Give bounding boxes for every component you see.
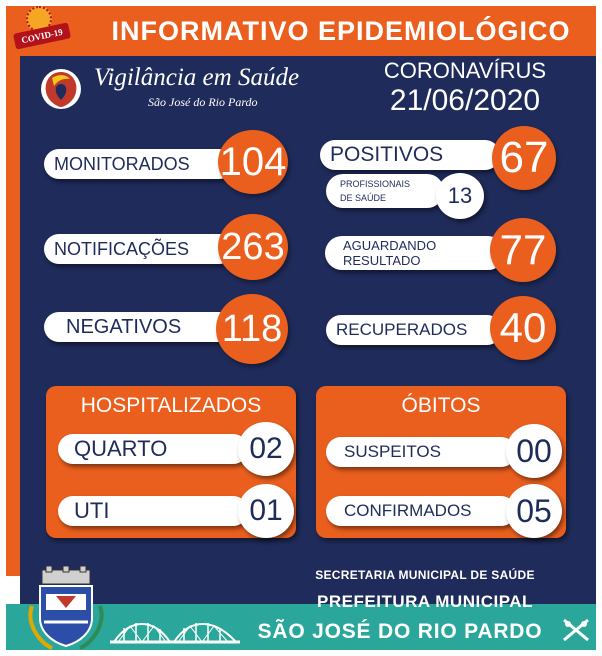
notificacoes-pill — [44, 234, 234, 264]
profissionais-label-line2: DE SAÚDE — [340, 193, 387, 203]
hospitalizados-title: HOSPITALIZADOS — [80, 394, 262, 417]
bridge-icon — [110, 612, 240, 648]
covid-badge-label: COVID-19 — [13, 22, 71, 49]
profissionais-label-line1: PROFISSIONAIS — [340, 179, 411, 189]
quarto-label: QUARTO — [74, 436, 168, 461]
negativos-value: 118 — [216, 294, 288, 364]
aguardando-label-line1: AGUARDANDO — [343, 238, 437, 253]
page-title: INFORMATIVO EPIDEMIOLÓGICO — [111, 16, 571, 46]
footer-secretaria: SECRETARIA MUNICIPAL DE SAÚDE — [315, 568, 535, 582]
recuperados-pill — [326, 315, 502, 345]
monitorados-label: MONITORADOS — [54, 153, 190, 174]
covid-badge-icon — [8, 4, 72, 50]
monitorados-pill — [44, 149, 234, 179]
suspeitos-value: 00 — [506, 424, 562, 478]
quarto-pill — [58, 434, 248, 464]
vigilancia-logo — [38, 62, 328, 120]
monitorados-value: 104 — [218, 130, 288, 194]
positivos-pill — [320, 140, 500, 170]
recuperados-value: 40 — [490, 296, 556, 360]
brand-title: Vigilância em Saúde — [94, 64, 300, 91]
positivos-label: POSITIVOS — [330, 143, 444, 166]
uti-value: 01 — [238, 484, 294, 538]
uti-label: UTI — [74, 498, 110, 523]
notificacoes-label: NOTIFICAÇÕES — [54, 238, 190, 259]
fish-icon — [560, 616, 592, 644]
uti-pill — [58, 496, 248, 526]
aguardando-label-line2: RESULTADO — [343, 253, 421, 268]
recuperados-label: RECUPERADOS — [336, 320, 468, 339]
confirmados-label: CONFIRMADOS — [344, 501, 472, 520]
suspeitos-label: SUSPEITOS — [344, 442, 441, 461]
profissionais-pill — [326, 174, 444, 208]
municipal-crest-icon — [22, 566, 110, 654]
quarto-value: 02 — [238, 422, 294, 476]
footer-prefeitura: PREFEITURA MUNICIPAL — [317, 592, 533, 611]
brand-subtitle: São José do Rio Pardo — [148, 95, 258, 109]
negativos-pill — [44, 312, 234, 342]
positivos-value: 67 — [492, 126, 556, 190]
vigilancia-logo-icon — [38, 66, 84, 112]
negativos-label: NEGATIVOS — [66, 315, 182, 338]
aguardando-value: 77 — [490, 218, 556, 282]
obitos-title: ÓBITOS — [401, 394, 481, 417]
side-stripe — [6, 56, 20, 576]
aguardando-pill — [325, 236, 505, 270]
suspeitos-pill — [326, 437, 516, 467]
profissionais-value: 13 — [436, 173, 484, 219]
footer-city: SÃO JOSÉ DO RIO PARDO — [257, 620, 543, 643]
header-banner — [6, 6, 596, 56]
confirmados-value: 05 — [506, 484, 562, 538]
confirmados-pill — [326, 496, 516, 526]
report-date: 21/06/2020 — [389, 84, 541, 117]
notificacoes-value: 263 — [218, 214, 288, 280]
topic-label: CORONAVÍRUS — [383, 58, 547, 83]
